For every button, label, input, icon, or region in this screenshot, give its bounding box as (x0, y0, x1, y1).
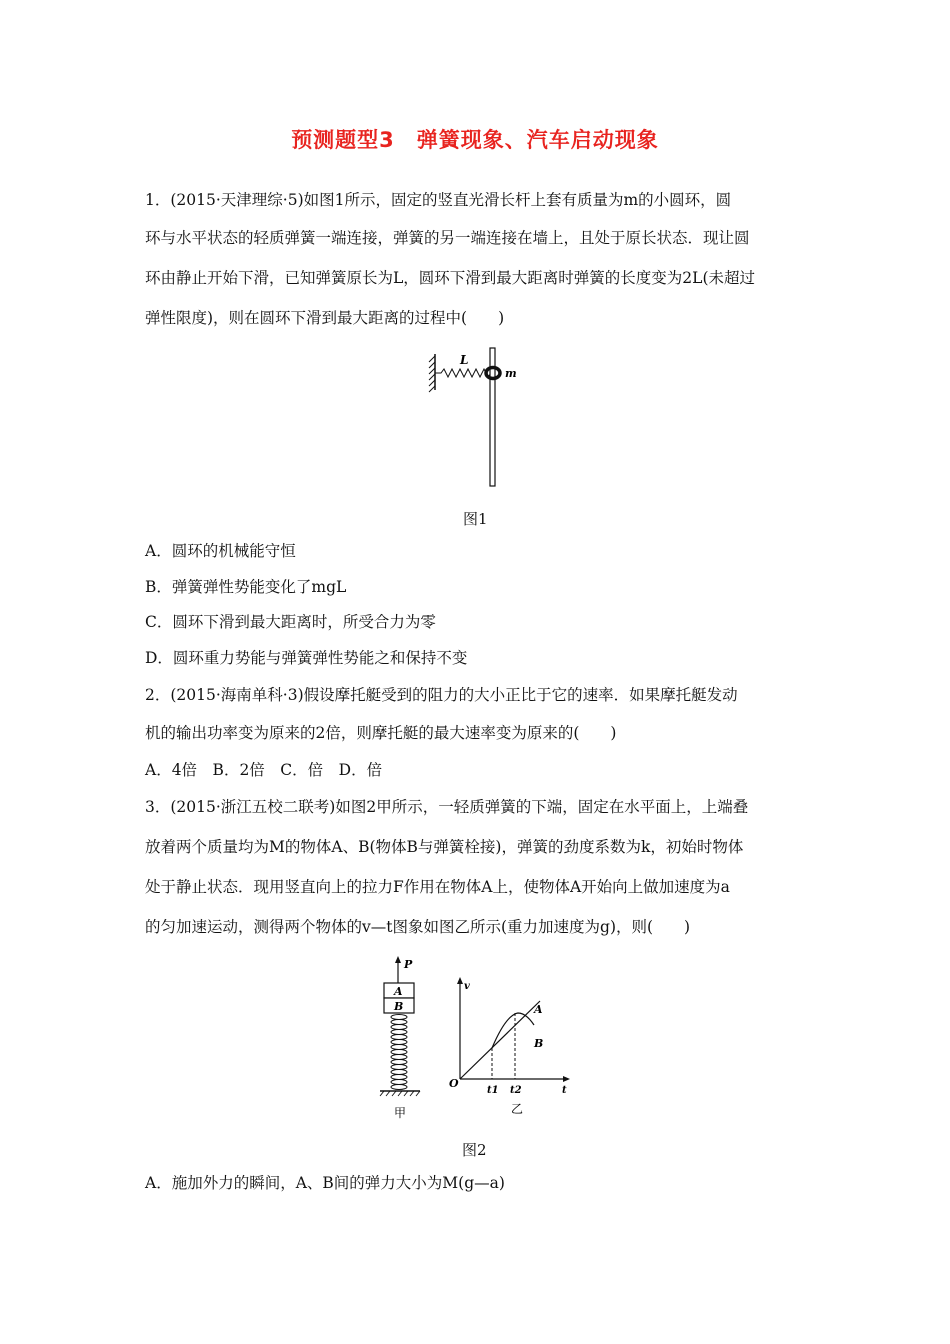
t2-label: t2 (510, 1085, 522, 1096)
q3-line-4: 的匀加速运动，测得两个物体的v—t图象如图乙所示(重力加速度为g)，则( ) (145, 918, 691, 936)
figure-1 (425, 340, 525, 490)
block-b-label: B (394, 1000, 404, 1013)
origin-label: O (449, 1077, 459, 1090)
figure-2-caption: 图2 (462, 1141, 487, 1159)
figure-1-caption: 图1 (463, 510, 488, 528)
figure-2-left-caption: 甲 (394, 1106, 407, 1120)
spring-length-label: L (460, 353, 469, 367)
q3-line-3: 处于静止状态．现用竖直向上的拉力F作用在物体A上，使物体A开始向上做加速度为a (145, 878, 730, 896)
figure-2-left (378, 955, 438, 1120)
q1-option-b: B．弹簧弹性势能变化了mgL (145, 578, 347, 596)
q3-option-a: A．施加外力的瞬间，A、B间的弹力大小为M(g—a) (145, 1174, 505, 1192)
q2-line-2: 机的输出功率变为原来的2倍，则摩托艇的最大速率变为原来的( ) (145, 724, 617, 742)
q3-line-1: 3．(2015·浙江五校二联考)如图2甲所示，一轻质弹簧的下端，固定在水平面上，上端叠 (145, 798, 749, 816)
t1-label: t1 (487, 1085, 499, 1096)
q1-option-a: A．圆环的机械能守恒 (145, 542, 296, 560)
q1-line-3: 环由静止开始下滑，已知弹簧原长为L，圆环下滑到最大距离时弹簧的长度变为2L(未超过 (145, 269, 755, 287)
x-axis-label: t (562, 1085, 567, 1096)
q1-option-d: D．圆环重力势能与弹簧弹性势能之和保持不变 (145, 649, 468, 667)
q3-line-2: 放着两个质量均为M的物体A、B(物体B与弹簧栓接)，弹簧的劲度系数为k，初始时物体 (145, 838, 744, 856)
force-label: P (404, 958, 413, 971)
figure-2-right-caption: 乙 (511, 1102, 524, 1116)
curve-a-label: A (534, 1003, 543, 1016)
q1-line-4: 弹性限度)，则在圆环下滑到最大距离的过程中( ) (145, 309, 505, 327)
q1-option-c: C．圆环下滑到最大距离时，所受合力为零 (145, 613, 436, 631)
ring-mass-label: m (505, 367, 517, 380)
q2-options: A．4倍 B．2倍 C．倍 D．倍 (145, 761, 383, 779)
q1-line-1: 1．(2015·天津理综·5)如图1所示，固定的竖直光滑长杆上套有质量为m的小圆环，圆 (145, 191, 732, 209)
page-title: 预测题型3 弹簧现象、汽车启动现象 (291, 128, 659, 152)
q1-line-2: 环与水平状态的轻质弹簧一端连接，弹簧的另一端连接在墙上，且处于原长状态．现让圆 (145, 229, 750, 247)
curve-b-label: B (534, 1037, 544, 1050)
y-axis-label: v (464, 981, 470, 992)
q2-line-1: 2．(2015·海南单科·3)假设摩托艇受到的阻力的大小正比于它的速率．如果摩托艇发动 (145, 686, 738, 704)
block-a-label: A (394, 985, 403, 998)
figure-2-right (448, 975, 578, 1120)
